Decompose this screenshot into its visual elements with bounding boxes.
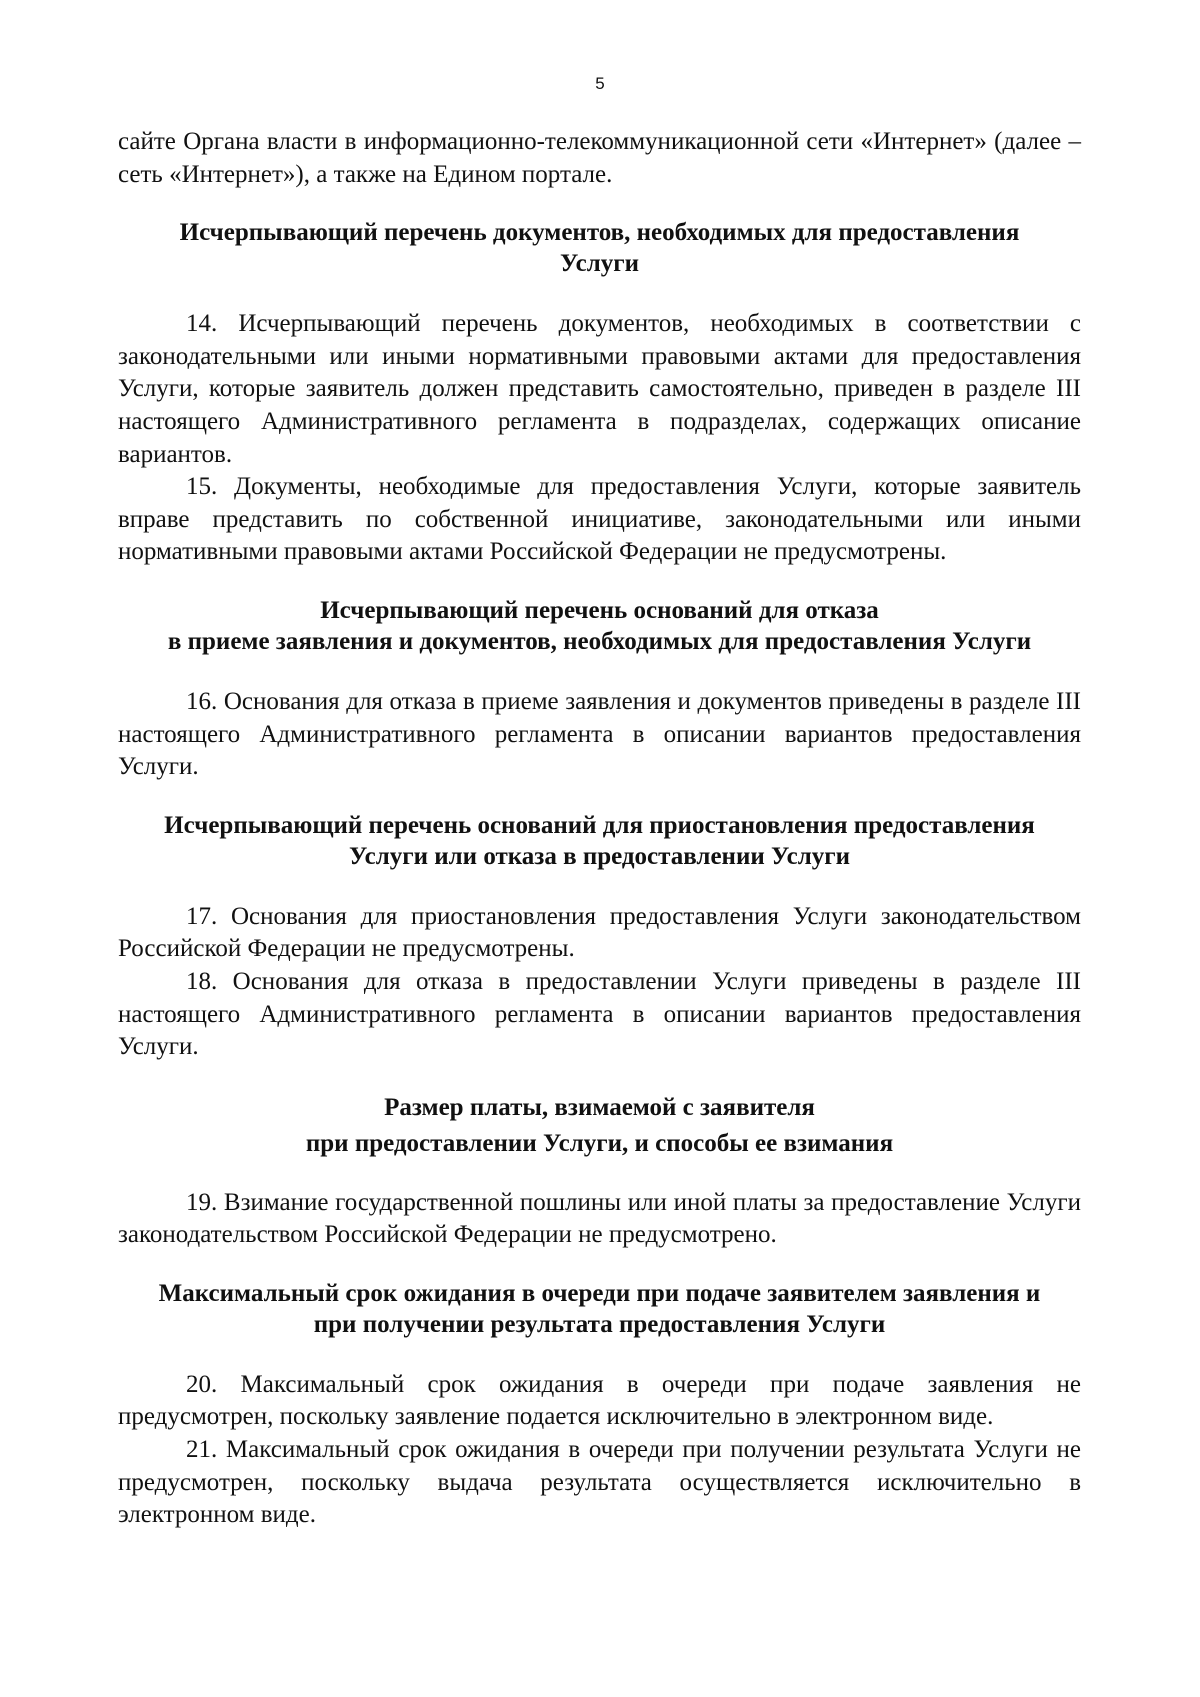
section-title-line: при предоставлении Услуги, и способы ее взимания	[305, 1129, 894, 1157]
intro-paragraph: сайте Органа власти в информационно-телекоммуникационной сети «Интернет» (далее – сеть «Интернет»), а также на Едином портале.	[118, 128, 1081, 188]
paragraph-16: 16. Основания для отказа в приеме заявления и документов приведены в разделе III настоящего Административного регламента в описании вариантов предоставления Услуги.	[118, 687, 1081, 781]
paragraph-14: 14. Исчерпывающий перечень документов, необходимых в соответствии с законодательными или иными нормативными правовыми актами для предоставления Услуги, которые заявитель должен представить самостоятельно, приведен в разделе III настоящего Административного регламента в подразделах, содержащих описание вариантов.	[118, 310, 1081, 468]
section-title-refusal-grounds	[118, 595, 1081, 657]
section-title-documents-list	[118, 217, 1081, 279]
section-title-line: Исчерпывающий перечень оснований для приостановления предоставления	[164, 811, 1035, 839]
document-body	[118, 126, 1081, 1532]
section-body	[118, 686, 1081, 784]
section-body	[118, 1369, 1081, 1532]
section-title-line: Размер платы, взимаемой с заявителя	[384, 1093, 815, 1121]
section-title-line: Услуги или отказа в предоставлении Услуги	[348, 842, 851, 870]
section-title-line: Услуги	[559, 250, 640, 278]
section-title-line: Исчерпывающий перечень документов, необходимых для предоставления	[179, 219, 1020, 247]
section-title-line: при получении результата предоставления Услуги	[313, 1310, 886, 1338]
paragraph-15: 15. Документы, необходимые для предоставления Услуги, которые заявитель вправе представить по собственной инициативе, законодательными или иными нормативными правовыми актами Российской Федерации не предусмотрены.	[118, 473, 1081, 566]
section-title-line: Исчерпывающий перечень оснований для отказа	[320, 596, 879, 624]
paragraph-18: 18. Основания для отказа в предоставлении Услуги приведены в разделе III настоящего Административного регламента в описании вариантов предоставления Услуги.	[118, 967, 1081, 1061]
section-body	[118, 308, 1081, 569]
section-body	[118, 1187, 1081, 1252]
section-title-queue-time	[118, 1278, 1081, 1340]
section-body	[118, 901, 1081, 1064]
paragraph-17: 17. Основания для приостановления предоставления Услуги законодательством Российской Федерации не предусмотрены.	[118, 902, 1081, 963]
section-title-line: Максимальный срок ожидания в очереди при подаче заявителем заявления и	[158, 1279, 1041, 1307]
section-title-fee	[118, 1090, 1081, 1162]
paragraph-21: 21. Максимальный срок ожидания в очереди при получении результата Услуги не предусмотрен, поскольку выдача результата осуществляется исключительно в электронном виде.	[118, 1436, 1081, 1529]
section-title-line: в приеме заявления и документов, необходимых для предоставления Услуги	[167, 627, 1032, 655]
page-number: 5	[595, 74, 605, 93]
section-title-suspension-grounds	[118, 810, 1081, 872]
paragraph-19: 19. Взимание государственной пошлины или иной платы за предоставление Услуги законодательством Российской Федерации не предусмотрено.	[118, 1188, 1081, 1249]
paragraph-20: 20. Максимальный срок ожидания в очереди при подаче заявления не предусмотрен, поскольку заявление подается исключительно в электронном виде.	[118, 1370, 1081, 1431]
